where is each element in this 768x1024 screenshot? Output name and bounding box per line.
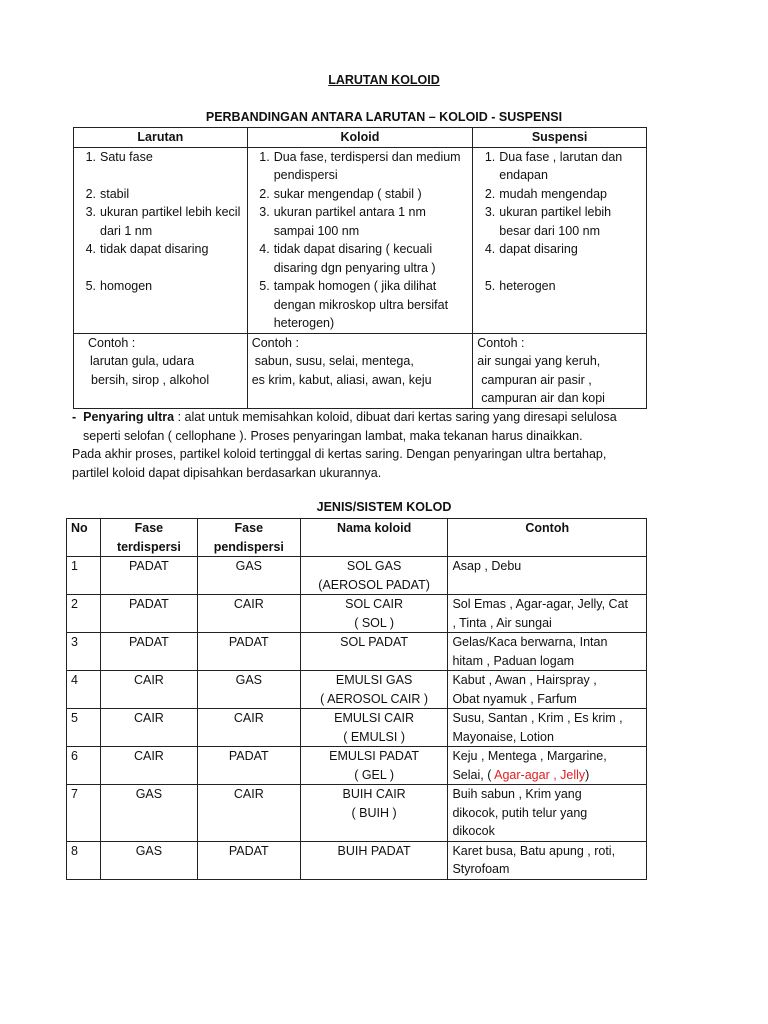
jenis-header-row <box>67 519 647 557</box>
fase-pendispersi: CAIR <box>197 709 300 747</box>
header-koloid: Koloid <box>247 128 473 148</box>
examples-row <box>74 333 647 408</box>
suspensi-item: Dua fase , larutan dan endapan <box>499 149 623 182</box>
item-number: 5. <box>85 279 96 293</box>
larutan-item: stabil <box>100 186 130 201</box>
example-koloid: es krim, kabut, aliasi, awan, keju <box>251 372 432 387</box>
koloid-item: tampak homogen ( jika dilihat dengan mikroskop ultra bersifat heterogen) <box>273 279 449 330</box>
fase-pendispersi: GAS <box>197 557 300 595</box>
contoh: Sol Emas , Agar-agar, Jelly, Cat , Tinta , Air sungai <box>448 595 647 633</box>
example-larutan: bersih, sirop , alkohol <box>91 372 210 387</box>
nama-koloid: SOL PADAT <box>300 633 448 671</box>
row-number: 5 <box>67 709 101 747</box>
fase-pendispersi: PADAT <box>197 747 300 785</box>
item-number: 4. <box>484 242 496 256</box>
note-line: Pada akhir proses, partikel koloid tertinggal di kertas saring. Dengan penyaringan ultra bertahap, <box>72 447 607 461</box>
item-number: 5. <box>259 279 270 293</box>
table-row <box>67 557 647 595</box>
fase-terdispersi: GAS <box>100 785 197 842</box>
header-contoh: Contoh <box>448 519 647 557</box>
koloid-item: sukar mengendap ( stabil ) <box>273 186 422 201</box>
contoh: Buih sabun , Krim yang dikocok, putih telur yang dikocok <box>448 785 647 842</box>
larutan-item: Satu fase <box>100 149 153 164</box>
contoh: Kabut , Awan , Hairspray , Obat nyamuk , Farfum <box>448 671 647 709</box>
comparison-row <box>74 203 647 240</box>
highlighted-example: Agar-agar , Jelly <box>494 767 586 782</box>
fase-terdispersi: PADAT <box>100 595 197 633</box>
fase-pendispersi: PADAT <box>197 841 300 879</box>
example-larutan: larutan gula, udara <box>90 354 195 368</box>
nama-koloid: EMULSI PADAT ( GEL ) <box>300 747 448 785</box>
header-fase-pendispersi: Fase pendispersi <box>197 519 300 557</box>
table-row <box>67 709 647 747</box>
note-dash: - <box>72 410 77 424</box>
koloid-item: ukuran partikel antara 1 nm sampai 100 nm <box>273 205 426 238</box>
contoh: Karet busa, Batu apung , roti, Styrofoam <box>448 841 647 879</box>
nama-koloid: SOL GAS (AEROSOL PADAT) <box>300 557 448 595</box>
item-number: 3. <box>85 205 96 219</box>
item-number: 3. <box>484 205 496 219</box>
table-row <box>67 747 647 785</box>
contoh: Gelas/Kaca berwarna, Intan hitam , Paduan logam <box>448 633 647 671</box>
fase-terdispersi: CAIR <box>100 747 197 785</box>
header-no: No <box>67 519 101 557</box>
fase-terdispersi: CAIR <box>100 709 197 747</box>
suspensi-item: ukuran partikel lebih besar dari 100 nm <box>499 205 612 238</box>
note-line: seperti selofan ( cellophane ). Proses penyaringan lambat, maka tekanan harus dinaikkan. <box>83 429 583 443</box>
table-row <box>67 633 647 671</box>
comparison-row <box>74 147 647 185</box>
nama-koloid: EMULSI CAIR ( EMULSI ) <box>300 709 448 747</box>
fase-pendispersi: CAIR <box>197 595 300 633</box>
comparison-row <box>74 240 647 277</box>
larutan-item: tidak dapat disaring <box>100 242 209 256</box>
table-row <box>67 595 647 633</box>
comparison-header-row <box>74 128 647 148</box>
nama-koloid: BUIH PADAT <box>300 841 448 879</box>
example-suspensi: air sungai yang keruh, <box>477 354 601 368</box>
header-suspensi: Suspensi <box>473 128 647 148</box>
comparison-table <box>73 127 647 409</box>
example-suspensi: campuran air pasir , <box>481 372 592 387</box>
example-koloid: sabun, susu, selai, mentega, <box>254 354 414 368</box>
row-number: 2 <box>67 595 101 633</box>
suspensi-item: heterogen <box>499 279 556 293</box>
table-row <box>67 671 647 709</box>
item-number: 1. <box>484 149 496 164</box>
example-label: Contoh : <box>88 335 136 350</box>
row-number: 6 <box>67 747 101 785</box>
contoh: Asap , Debu <box>448 557 647 595</box>
note-line <box>72 408 712 427</box>
header-larutan: Larutan <box>74 128 248 148</box>
item-number: 1. <box>85 149 96 164</box>
item-number: 4. <box>259 242 270 256</box>
example-suspensi: campuran air dan kopi <box>481 391 605 405</box>
fase-pendispersi: CAIR <box>197 785 300 842</box>
note-term: Penyaring ultra <box>83 410 175 424</box>
comparison-row <box>74 277 647 333</box>
example-label: Contoh : <box>251 335 299 350</box>
page-title: LARUTAN KOLOID <box>328 73 440 87</box>
item-number: 2. <box>259 186 270 201</box>
header-fase-terdispersi: Fase terdispersi <box>100 519 197 557</box>
note-definition: : alat untuk memisahkan koloid, dibuat dari kertas saring yang diresapi selulosa <box>174 410 617 424</box>
suspensi-item: dapat disaring <box>499 242 578 256</box>
row-number: 1 <box>67 557 101 595</box>
contoh: Susu, Santan , Krim , Es krim , Mayonaise, Lotion <box>448 709 647 747</box>
koloid-item: Dua fase, terdispersi dan medium pendispersi <box>273 149 461 182</box>
suspensi-item: mudah mengendap <box>499 186 607 201</box>
item-number: 3. <box>259 205 270 219</box>
comparison-row <box>74 185 647 204</box>
contoh: Keju , Mentega , Margarine, Selai, ( Agar-agar , Jelly) <box>448 747 647 785</box>
nama-koloid: SOL CAIR ( SOL ) <box>300 595 448 633</box>
fase-terdispersi: GAS <box>100 841 197 879</box>
row-number: 7 <box>67 785 101 842</box>
larutan-item: ukuran partikel lebih kecil dari 1 nm <box>100 205 241 238</box>
jenis-title: JENIS/SISTEM KOLOD <box>316 500 452 514</box>
item-number: 4. <box>85 242 96 256</box>
item-number: 2. <box>85 186 96 201</box>
comparison-title: PERBANDINGAN ANTARA LARUTAN – KOLOID - SUSPENSI <box>205 110 563 124</box>
row-number: 3 <box>67 633 101 671</box>
fase-terdispersi: PADAT <box>100 633 197 671</box>
example-label: Contoh : <box>477 335 525 350</box>
nama-koloid: BUIH CAIR ( BUIH ) <box>300 785 448 842</box>
larutan-item: homogen <box>100 279 153 293</box>
row-number: 4 <box>67 671 101 709</box>
fase-pendispersi: PADAT <box>197 633 300 671</box>
koloid-item: tidak dapat disaring ( kecuali disaring dgn penyaring ultra ) <box>273 242 436 275</box>
fase-terdispersi: CAIR <box>100 671 197 709</box>
jenis-table <box>66 518 647 880</box>
item-number: 1. <box>259 149 270 164</box>
item-number: 5. <box>484 279 496 293</box>
item-number: 2. <box>484 186 496 201</box>
row-number: 8 <box>67 841 101 879</box>
fase-pendispersi: GAS <box>197 671 300 709</box>
fase-terdispersi: PADAT <box>100 557 197 595</box>
table-row <box>67 785 647 842</box>
table-row <box>67 841 647 879</box>
header-nama-koloid: Nama koloid <box>300 519 448 557</box>
note-line: partilel koloid dapat dipisahkan berdasarkan ukurannya. <box>72 466 382 480</box>
nama-koloid: EMULSI GAS ( AEROSOL CAIR ) <box>300 671 448 709</box>
